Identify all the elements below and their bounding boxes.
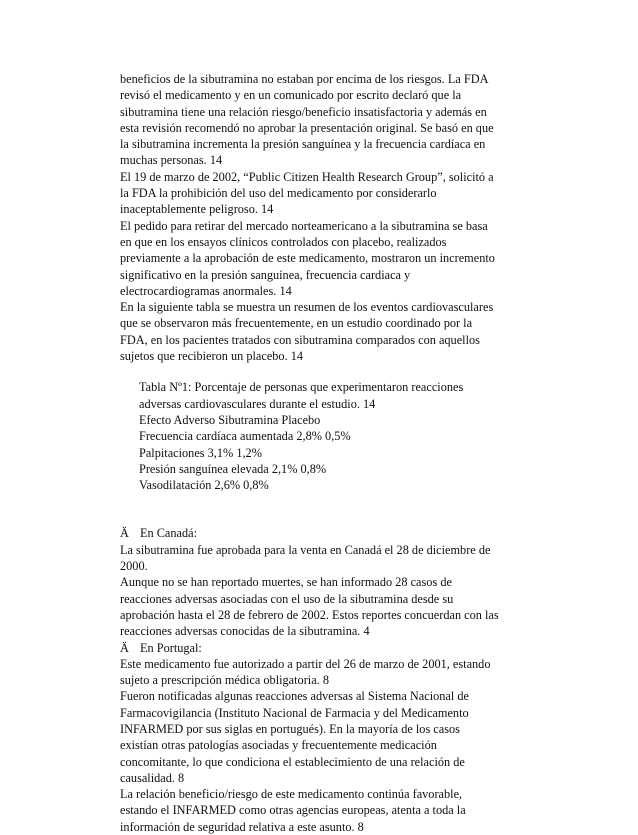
paragraph-fda-review: beneficios de la sibutramina no estaban por encima de los riesgos. La FDA revisó el medicamento y en un comunicado por escrito declaró que la sibutramina tiene una relación riesgo/beneficio insatisfactoria y además en esta revisión recomendó no aprobar la presentación original. Se basó en que la sibutramina incrementa la presión sanguínea y la frecuencia cardíaca en muchas personas. 14 [120,72,494,168]
bullet-mark: Ä [120,526,129,541]
table-row: Frecuencia cardíaca aumentada 2,8% 0,5% [139,429,351,444]
paragraph-portugal-benefit-risk: La relación beneficio/riesgo de este medicamento continúa favorable, estando el INFARMED como otras agencias europeas, atenta a toda la información de seguridad relativa a este asunto. 8 [120,787,466,834]
table-row: Palpitaciones 3,1% 1,2% [139,445,262,460]
table-row: Presión sanguínea elevada 2,1% 0,8% [139,461,327,476]
table-row: Vasodilatación 2,6% 0,8% [139,478,269,493]
section-spacer [120,493,500,525]
adverse-effects-table [120,379,500,493]
bullet-mark: Ä [120,640,129,655]
heading-text: En Canadá: [140,526,198,541]
heading-text: En Portugal: [140,640,202,655]
paragraph-table-intro: En la siguiente tabla se muestra un resumen de los eventos cardiovasculares que se observaron más frecuentemente, en un estudio coordinado por la FDA, en los pacientes tratados con sibutramina comparados con aquellos sujetos que recibieron un placebo. 14 [120,300,494,364]
document-page [120,71,500,835]
paragraph-public-citizen: El 19 de marzo de 2002, “Public Citizen Health Research Group”, solicitó a la FDA la prohibición del uso del medicamento por considerarlo inaceptablemente peligroso. 14 [120,169,494,217]
paragraph-withdrawal-request: El pedido para retirar del mercado norteamericano a la sibutramina se basa en que en los ensayos clínicos controlados con placebo, realizados previamente a la aprobación de este medicamento, mostraron un incremento significativo en la presión sanguínea, frecuencia cardiaca y electrocardiogramas anormales. 14 [120,218,495,298]
section-heading-canada [120,525,500,541]
section-heading-portugal [120,640,500,656]
paragraph-canada-reports: Aunque no se han reportado muertes, se han informado 28 casos de reacciones adversas asociadas con el uso de la sibutramina desde su aprobación hasta el 28 de febrero de 2002. Estos reportes concuerdan con las reacciones adversas conocidas de la sibutramina. 4 [120,575,499,639]
table-caption: Tabla Nº1: Porcentaje de personas que experimentaron reacciones adversas cardiovasculares durante el estudio. 14 [139,380,464,411]
table-header: Efecto Adverso Sibutramina Placebo [139,412,321,427]
paragraph-portugal-authorization: Este medicamento fue autorizado a partir del 26 de marzo de 2001, estando sujeto a prescripción médica obligatoria. 8 [120,656,491,688]
paragraph-canada-approval: La sibutramina fue aprobada para la venta en Canadá el 28 de diciembre de 2000. [120,542,491,574]
paragraph-portugal-notifications: Fueron notificadas algunas reacciones adversas al Sistema Nacional de Farmacovigilancia (Instituto Nacional de Farmacia y del Medicamento INFARMED por sus siglas en portugués). En la mayoría de los casos existían otras patologías asociadas y frecuentemente medicación concomitante, lo que condiciona el establecimiento de una relación de causalidad. 8 [120,689,469,785]
